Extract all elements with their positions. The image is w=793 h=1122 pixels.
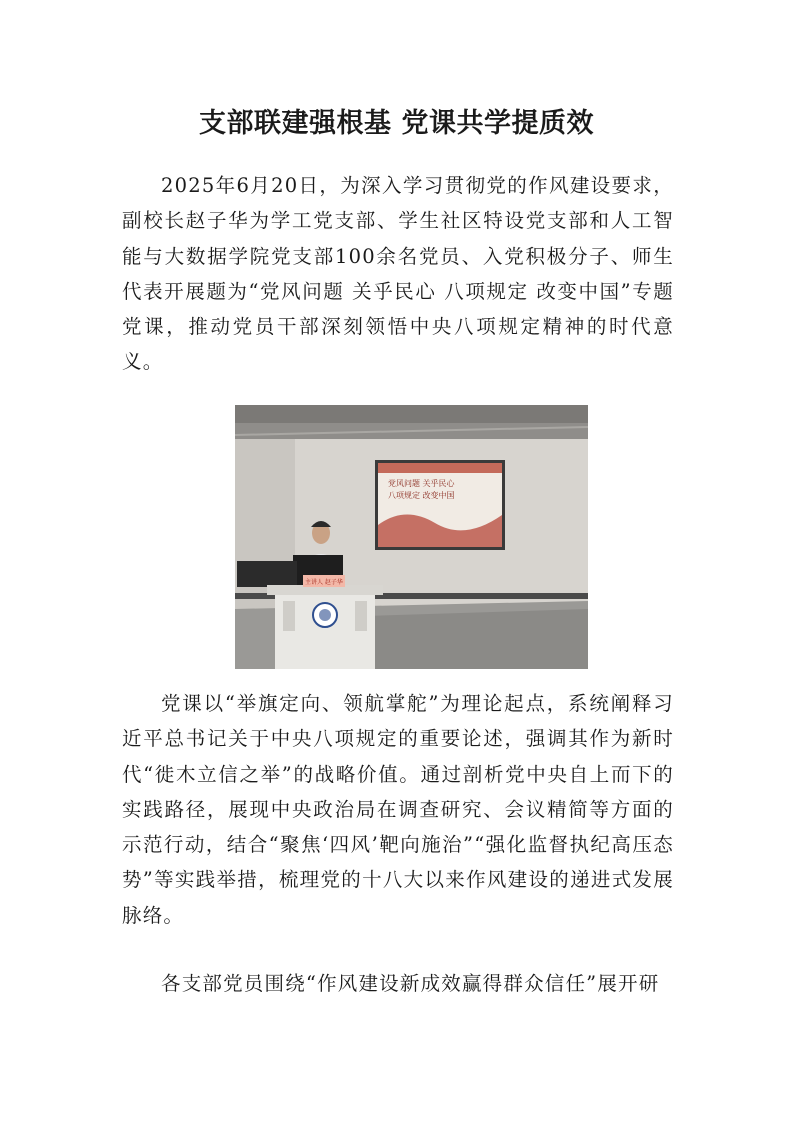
paragraph-body: 党课以“举旗定向、领航掌舵”为理论起点，系统阐释习近平总书记关于中央八项规定的重要论述，强调其作为新时代“徙木立信之举”的战略价值。通过剖析党中央自上而下的实践路径，展现中央政治局在调查研究、会议精简等方面的示范行动，结合“聚焦‘四风’靶向施治”“强化监督执纪高压态势”等实践举措，梳理党的十八大以来作风建设的递进式发展脉络。 [122,692,674,927]
article-title: 支部联建强根基 党课共学提质效 [199,108,594,139]
screen-title-line2: 八项规定 改变中国 [388,491,455,500]
paragraph-intro: 2025年6月20日，为深入学习贯彻党的作风建设要求，副校长赵子华为学工党支部、学生社区特设党支部和人工智能与大数据学院党支部100余名党员、入党积极分子、师生代表开展题为“党风问题 关乎民心 八项规定 改变中国”专题党课，推动党员干部深刻领悟中央八项规定精神的时代意义。 [122,174,674,374]
paragraph-discussion: 各支部党员围绕“作风建设新成效赢得群众信任”展开研 [161,972,660,995]
screen-title-line1: 党风问题 关乎民心 [388,479,455,488]
nameplate: 主讲人 赵子华 [305,579,343,586]
projection-screen [375,460,505,550]
lecture-photo [235,405,588,669]
podium [267,575,383,669]
